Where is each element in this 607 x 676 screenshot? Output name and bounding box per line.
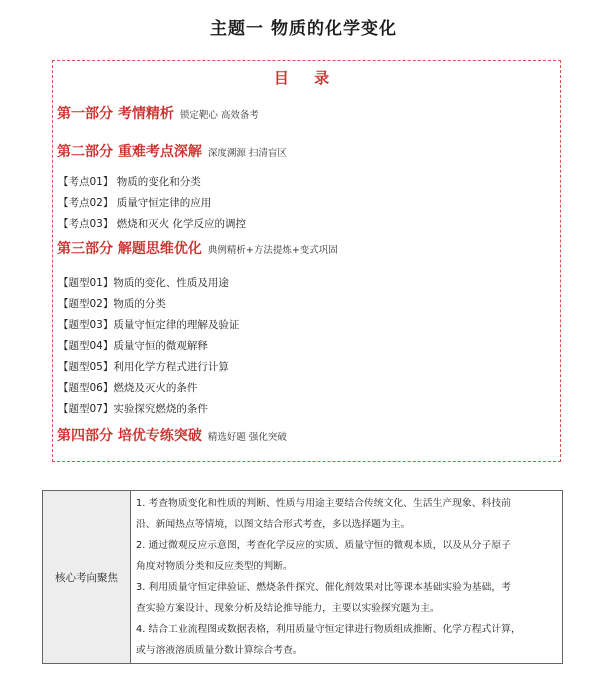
focus-line: 或与溶液溶质质量分数计算综合考查。 bbox=[136, 645, 303, 656]
item-code: 【考点03】 bbox=[58, 218, 114, 230]
part-title: 第四部分 培优专练突破 bbox=[57, 428, 202, 444]
item-code: 【题型05】 bbox=[58, 361, 114, 373]
item-code: 【题型01】 bbox=[58, 277, 114, 289]
focus-body bbox=[131, 491, 562, 663]
tixing-item bbox=[58, 317, 239, 332]
focus-line: 查实验方案设计、现象分析及结论推导能力，主要以实验探究题为主。 bbox=[136, 603, 440, 614]
focus-line: 2. 通过微观反应示意图，考查化学反应的实质、质量守恒的微观本质，以及从分子原子 bbox=[136, 540, 511, 551]
item-code: 【题型06】 bbox=[58, 382, 114, 394]
part-title: 第一部分 考情精析 bbox=[57, 106, 174, 122]
focus-line: 1. 考查物质变化和性质的判断、性质与用途主要结合传统文化、生活生产现象、科技前 bbox=[136, 498, 511, 509]
part-2 bbox=[57, 141, 287, 161]
focus-line: 3. 利用质量守恒定律验证、燃烧条件探究、催化剂效果对比等课本基础实验为基础，考 bbox=[136, 582, 511, 593]
item-text: 质量守恒的微观解释 bbox=[113, 340, 208, 352]
item-text: 物质的变化、性质及用途 bbox=[113, 277, 229, 289]
part-title: 第二部分 重难考点深解 bbox=[57, 144, 202, 160]
part-subtitle: 锁定靶心 高效备考 bbox=[179, 110, 259, 121]
tixing-item bbox=[58, 401, 208, 416]
tixing-item bbox=[58, 296, 166, 311]
part-subtitle: 典例精析+方法提炼+变式巩固 bbox=[207, 245, 338, 256]
item-code: 【题型07】 bbox=[58, 403, 114, 415]
item-code: 【题型04】 bbox=[58, 340, 114, 352]
focus-line: 角度对物质分类和反应类型的判断。 bbox=[136, 561, 293, 572]
focus-line: 沿、新闻热点等情境，以图文结合形式考查，多以选择题为主。 bbox=[136, 519, 411, 530]
table-of-contents bbox=[52, 60, 561, 462]
kaodian-item bbox=[58, 174, 201, 189]
item-code: 【题型02】 bbox=[58, 298, 114, 310]
kaodian-item bbox=[58, 195, 211, 210]
item-code: 【考点01】 bbox=[58, 176, 114, 188]
item-code: 【考点02】 bbox=[58, 197, 114, 209]
kaodian-item bbox=[58, 216, 246, 231]
item-text: 利用化学方程式进行计算 bbox=[113, 361, 229, 373]
part-1 bbox=[57, 103, 259, 123]
part-3 bbox=[57, 238, 338, 258]
item-text: 质量守恒定律的应用 bbox=[116, 197, 212, 209]
page-title: 主题一 物质的化学变化 bbox=[210, 19, 397, 39]
part-subtitle: 深度溯源 扫清盲区 bbox=[207, 148, 287, 159]
tixing-item bbox=[58, 380, 197, 395]
item-code: 【题型03】 bbox=[58, 319, 114, 331]
part-4 bbox=[57, 425, 287, 445]
core-focus-table bbox=[42, 490, 563, 664]
focus-label: 核心考向聚焦 bbox=[43, 491, 131, 663]
item-text: 燃烧和灭火 化学反应的调控 bbox=[116, 218, 247, 230]
tixing-item bbox=[58, 338, 208, 353]
part-subtitle: 精选好题 强化突破 bbox=[207, 432, 287, 443]
part-title: 第三部分 解题思维优化 bbox=[57, 241, 202, 257]
item-text: 实验探究燃烧的条件 bbox=[113, 403, 208, 415]
focus-line: 4. 结合工业流程图或数据表格，利用质量守恒定律进行物质组成推断、化学方程式计算， bbox=[136, 624, 521, 635]
item-text: 质量守恒定律的理解及验证 bbox=[113, 319, 240, 331]
item-text: 燃烧及灭火的条件 bbox=[113, 382, 198, 394]
tixing-item bbox=[58, 275, 229, 290]
item-text: 物质的变化和分类 bbox=[116, 176, 201, 188]
toc-heading: 目 录 bbox=[273, 69, 340, 87]
item-text: 物质的分类 bbox=[113, 298, 166, 310]
tixing-item bbox=[58, 359, 229, 374]
